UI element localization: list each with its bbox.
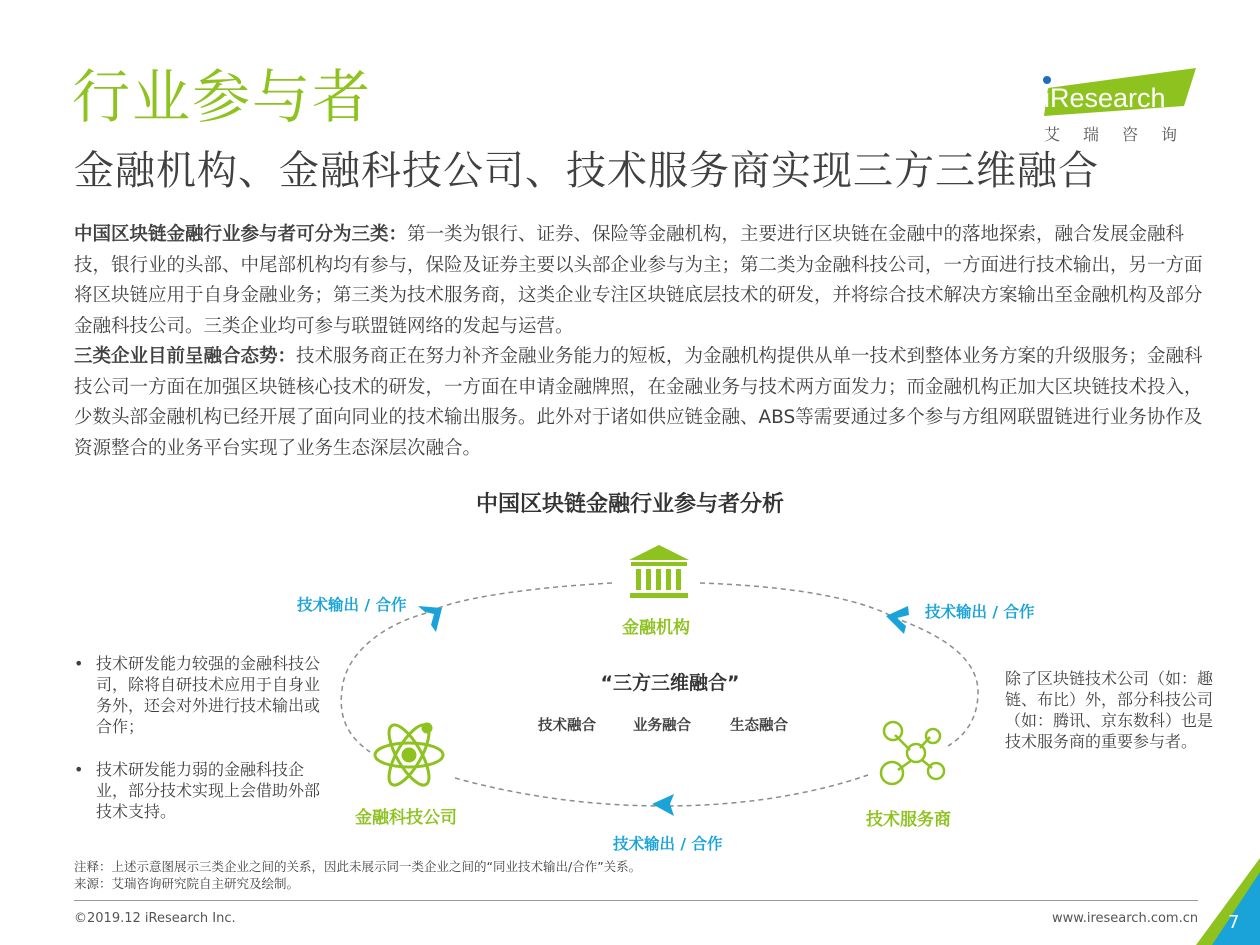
website-link[interactable]: www.iresearch.com.cn [1052,911,1199,926]
page-subtitle: 金融机构、金融科技公司、技术服务商实现三方三维融合 [74,148,1099,194]
center-item-tech: 技术融合 [538,718,596,734]
flow-label-top-left: 技术输出 / 合作 [297,596,407,614]
flow-label-bottom: 技术输出 / 合作 [613,835,723,853]
list-item: • 技术研发能力弱的金融科技企业，部分技术实现上会借助外部技术支持。 [74,759,324,822]
logo-wordmark: iResearch [1044,83,1166,113]
node-fintech-company: 金融科技公司 [355,808,457,828]
top-right-arrow-icon [886,606,909,634]
page-title: 行业参与者 [72,63,373,131]
node-tech-service-provider: 技术服务商 [866,810,951,830]
footer-divider [74,900,1198,901]
top-left-arrow-icon [418,606,442,632]
paragraph-1-text: 第一类为银行、证券、保险等金融机构，主要进行区块链在金融中的落地探索，融合发展金融科技，银行业的头部、中尾部机构均有参与，保险及证券主要以头部企业参与为主；第二类为金融科技公司，一方面进行技术输出，另一方面将区块链应用于自身金融业务；第三类为技术服务商，这类企业专注区块链底层技术的研发，并将综合技术解决方案输出至金融机构及部分金融科技公司。三类企业均可参与联盟链网络的发起与运营。 [74,224,1203,337]
list-item: • 技术研发能力较强的金融科技公司，除将自研技术应用于自身业务外，还会对外进行技术输出或合作； [74,653,324,737]
bottom-arrow-icon [652,794,674,816]
fintech-notes-list [74,653,324,844]
paragraph-2-lead: 三类企业目前呈融合态势： [74,346,297,367]
paragraph-1-lead: 中国区块链金融行业参与者可分为三类： [74,224,408,245]
atom-icon [375,720,443,791]
paragraph-2-text: 技术服务商正在努力补齐金融业务能力的短板，为金融机构提供从单一技术到整体业务方案的升级服务；金融科技公司一方面在加强区块链核心技术的研发，一方面在申请金融牌照，在金融业务与技术两方面发力；而金融机构正加大区块链技术投入，少数头部金融机构已经开展了面向同业的技术输出服务。此外对于诸如供应链金融、ABS等需要通过多个参与方组网联盟链进行业务协作及资源整合的业务平台实现了业务生态深层次融合。 [74,346,1203,459]
flow-label-top-right: 技术输出 / 合作 [925,603,1035,621]
diagram-title: 中国区块链金融行业参与者分析 [475,492,784,517]
footnotes [74,858,641,892]
footnote-note: 注释：上述示意图展示三类企业之间的关系，因此未展示同一类企业之间的“同业技术输出/合作”关系。 [74,859,642,874]
copyright: ©2019.12 iResearch Inc. [74,911,236,926]
center-item-ecosystem: 生态融合 [730,718,788,734]
bank-icon [629,545,689,598]
tech-service-note: 除了区块链技术公司（如：趣链、布比）外，部分科技公司（如：腾讯、京东数科）也是技术服务商的重要参与者。 [1005,669,1214,751]
molecule-icon [881,722,944,784]
page-number: 7 [1228,912,1240,933]
center-title: “三方三维融合” [600,672,740,694]
node-financial-institution: 金融机构 [622,618,690,638]
logo-chinese-name: 艾瑞咨询 [1044,125,1201,144]
center-item-business: 业务融合 [633,718,691,734]
footnote-source: 来源：艾瑞咨询研究院自主研究及绘制。 [74,876,300,891]
